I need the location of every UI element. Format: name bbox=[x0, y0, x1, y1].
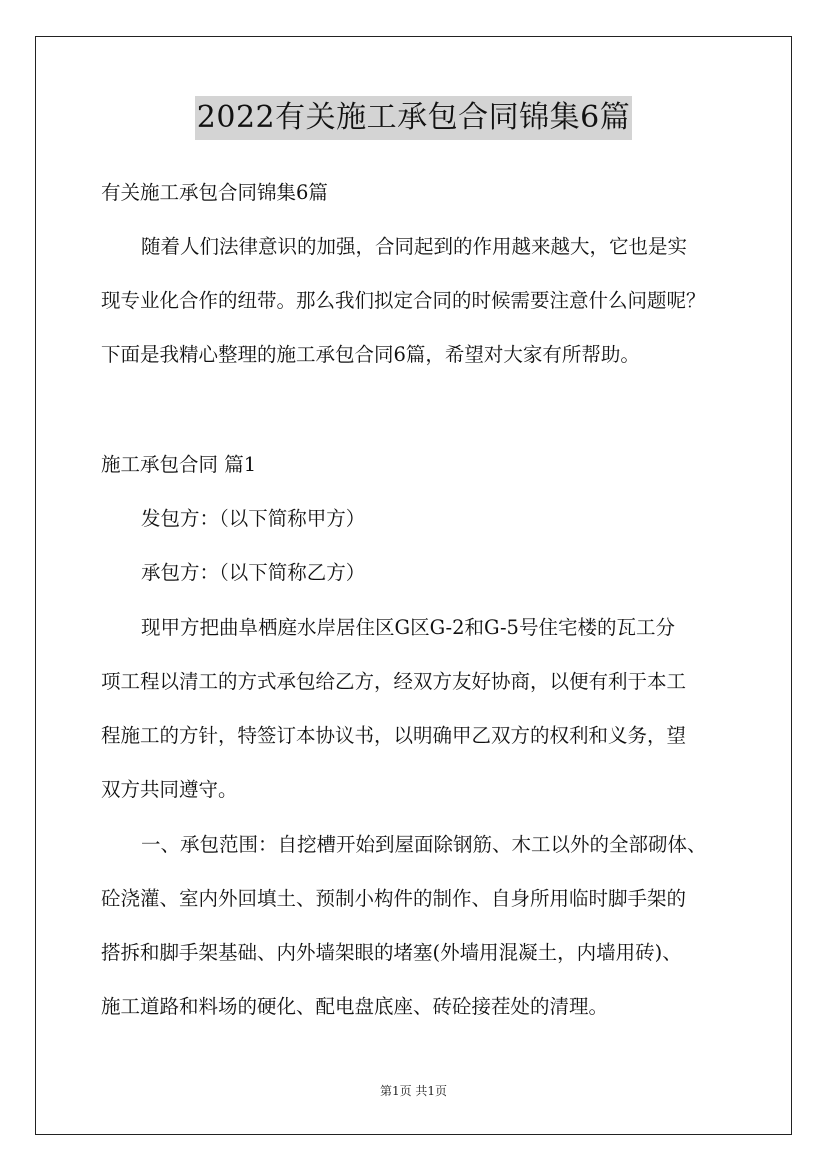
paragraph-line: 搭拆和脚手架基础、内外墙架眼的堵塞(外墙用混凝土，内墙用砖)、 bbox=[101, 941, 682, 964]
paragraph-line: 现专业化合作的纽带。那么我们拟定合同的时候需要注意什么问题呢？ bbox=[101, 289, 706, 312]
section-heading: 施工承包合同 篇1 bbox=[101, 453, 257, 476]
document-title: 2022有关施工承包合同锦集6篇 bbox=[195, 96, 632, 140]
paragraph-line: 现甲方把曲阜栖庭水岸居住区G区G-2和G-5号住宅楼的瓦工分 bbox=[141, 616, 675, 639]
title-container bbox=[0, 96, 827, 140]
party-line: 发包方：（以下简称甲方） bbox=[141, 507, 366, 530]
party-line: 承包方：（以下简称乙方） bbox=[141, 561, 366, 584]
subtitle-line: 有关施工承包合同锦集6篇 bbox=[101, 181, 328, 204]
paragraph-line: 下面是我精心整理的施工承包合同6篇，希望对大家有所帮助。 bbox=[101, 343, 640, 366]
paragraph-line: 双方共同遵守。 bbox=[101, 778, 238, 801]
page-footer: 第1页 共1页 bbox=[379, 1084, 448, 1098]
paragraph-line: 项工程以清工的方式承包给乙方，经双方友好协商，以便有利于本工 bbox=[101, 670, 687, 693]
paragraph-line: 随着人们法律意识的加强，合同起到的作用越来越大，它也是实 bbox=[141, 235, 688, 258]
paragraph-line: 砼浇灌、室内外回填土、预制小构件的制作、自身所用临时脚手架的 bbox=[101, 887, 687, 910]
paragraph-line: 程施工的方针，特签订本协议书，以明确甲乙双方的权利和义务，望 bbox=[101, 724, 687, 747]
paragraph-line: 施工道路和料场的硬化、配电盘底座、砖砼接茬处的清理。 bbox=[101, 995, 609, 1018]
paragraph-line: 一、承包范围：自挖槽开始到屋面除钢筋、木工以外的全部砌体、 bbox=[141, 833, 707, 856]
